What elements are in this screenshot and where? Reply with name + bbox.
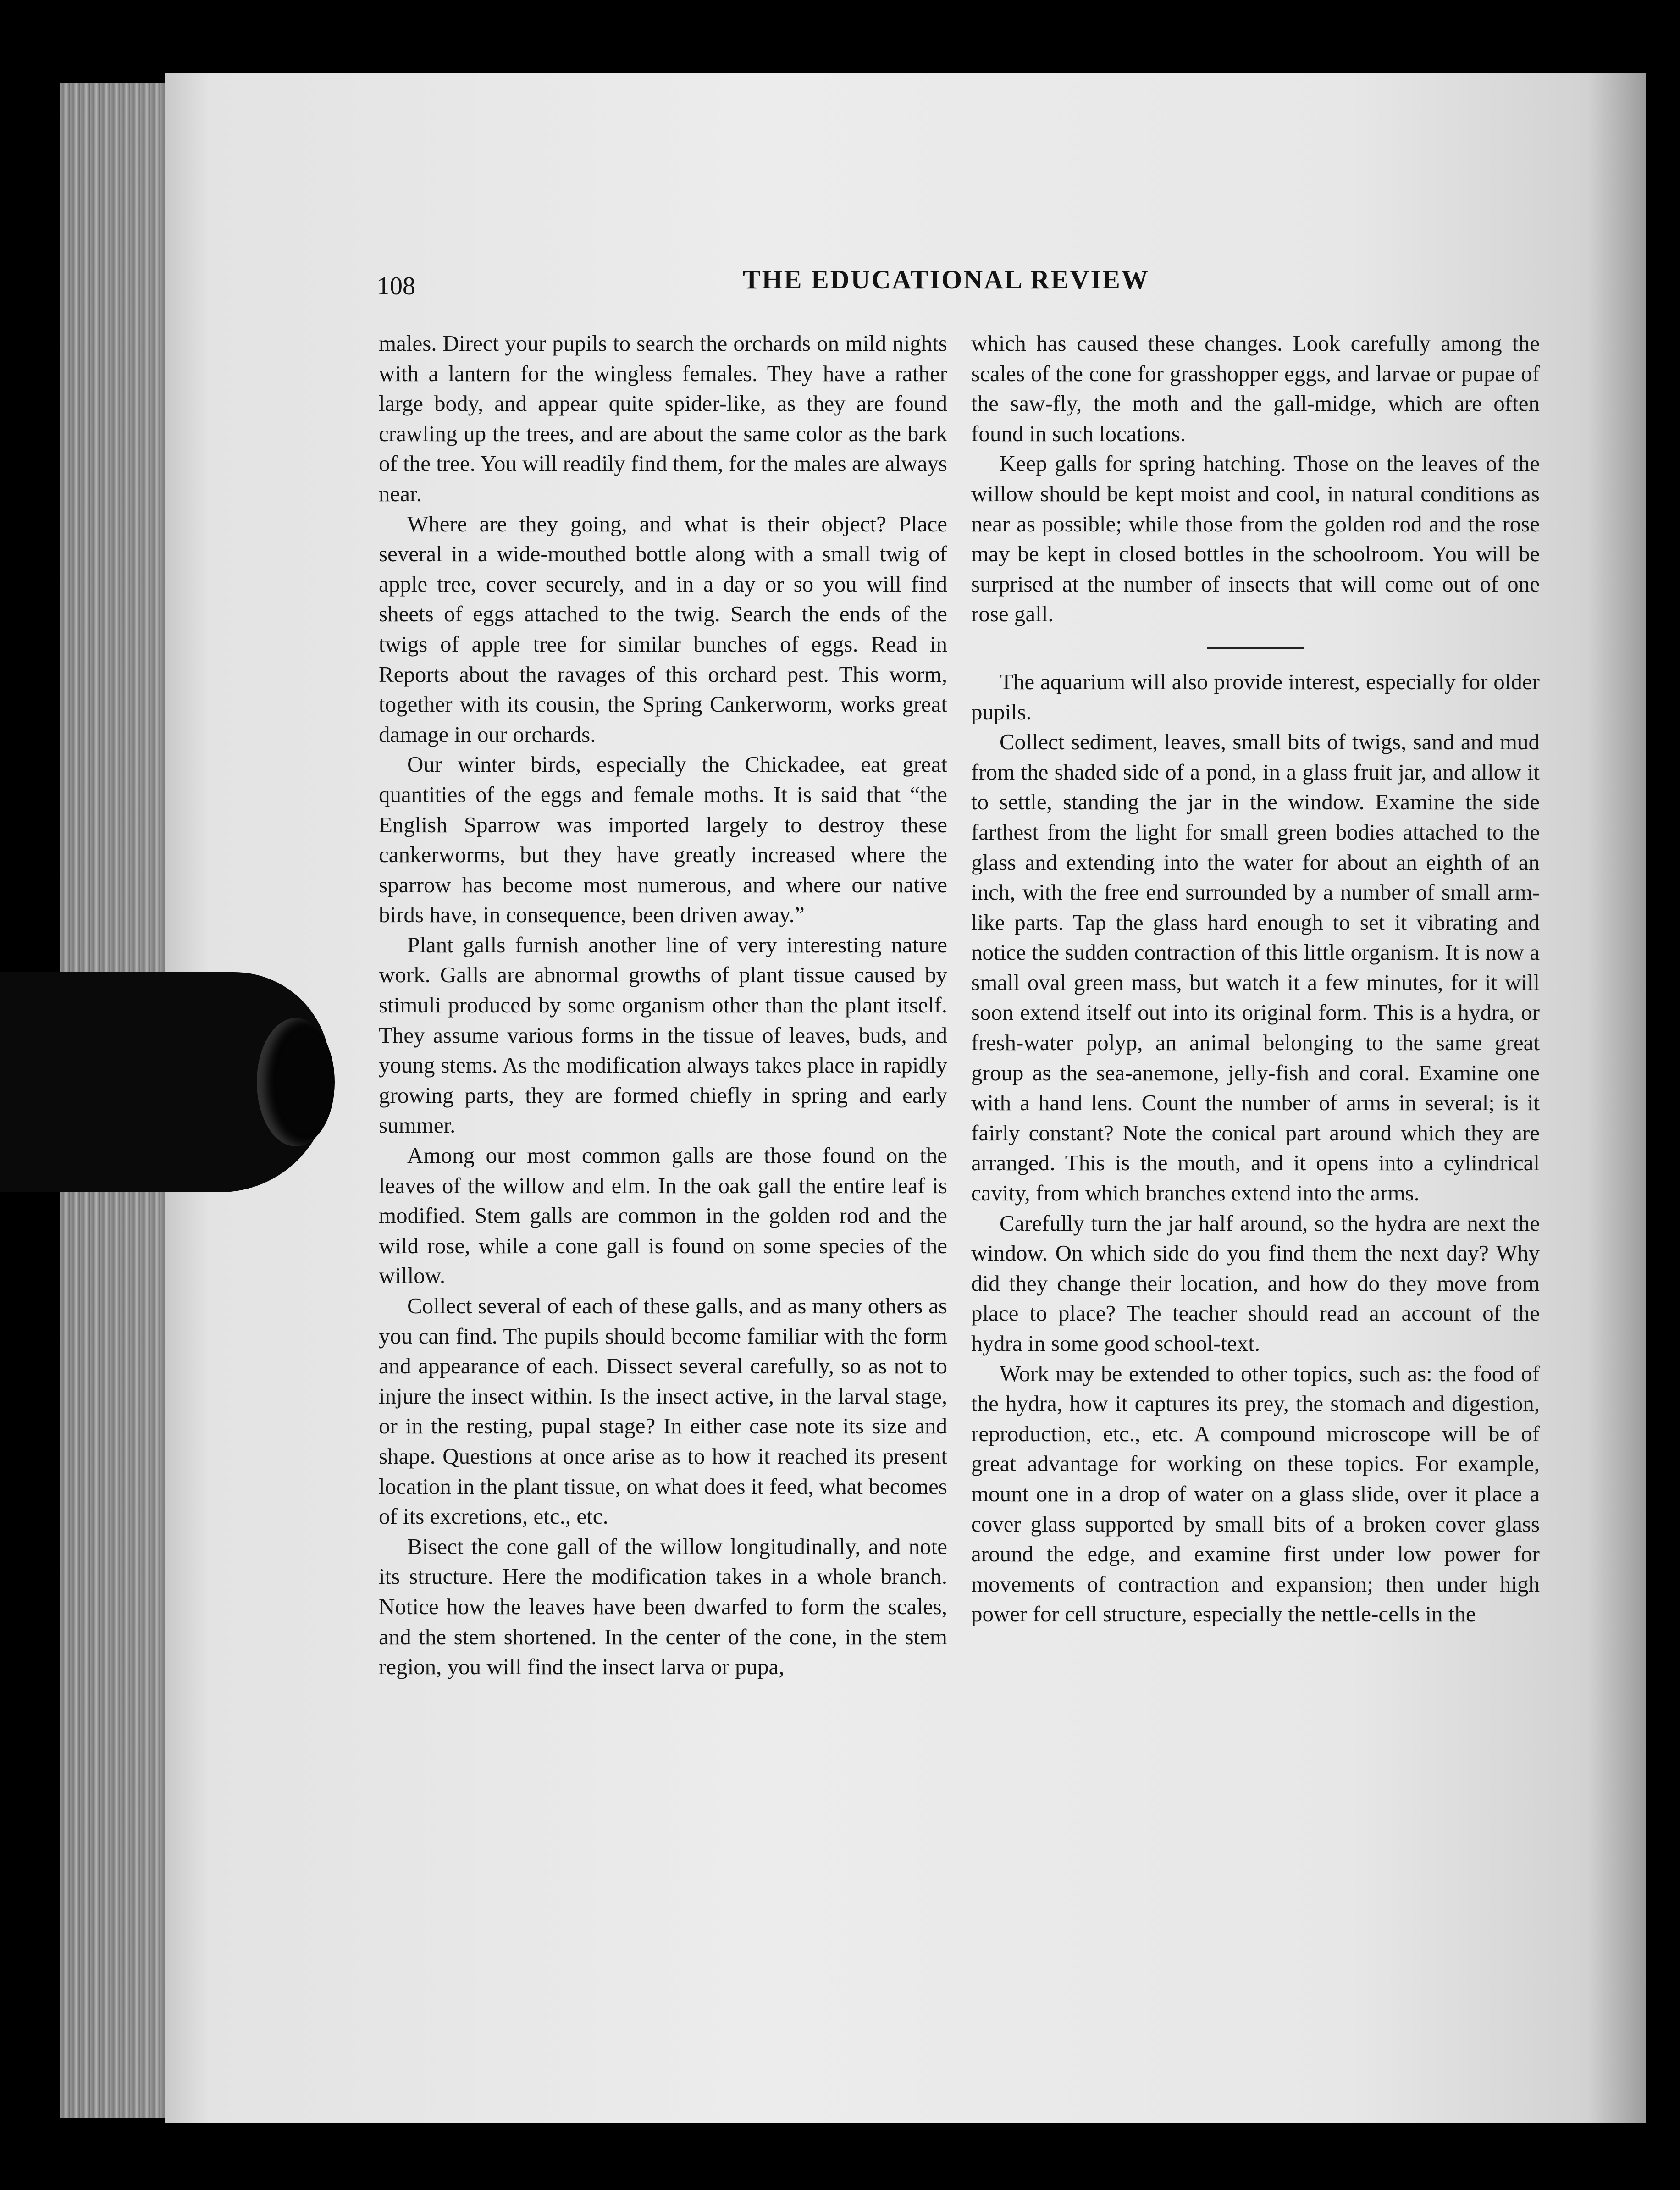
section-divider (1207, 647, 1304, 649)
paragraph: Bisect the cone gall of the willow longitudinally, and note its structure. Here the modification takes in a whole branch. Notice how the leaves have been dwarfed to form the scales, and the stem shortened. In the center of the cone, in the stem region, you will find the insect larva or pupa, (379, 1533, 947, 1680)
paragraph: Our winter birds, especially the Chickadee, eat great quantities of the eggs and female moths. It is said that “the English Sparrow was imported largely to destroy these cankerworms, but they have greatly increased where the sparrow has become most numerous, and where our native birds have, in consequence, been driven away.” (379, 752, 947, 928)
paragraph: Work may be extended to other topics, such as: the food of the hydra, how it captures its prey, the stomach and digestion, reproduction, etc., etc. A compound microscope will be of great advantage for working on these topics. For example, mount one in a drop of water on a glass slide, over it place a cover glass supported by small bits of a broken cover glass around the edge, and examine first under low power for movements of contraction and expansion; then under high power for cell structure, especially the nettle-cells in the (971, 1360, 1540, 1627)
paragraph: Among our most common galls are those found on the leaves of the willow and elm. In the oak gall the entire leaf is modified. Stem galls are common in the golden rod and the wild rose, while a cone gall is found on some species of the willow. (379, 1143, 947, 1289)
paragraph: Collect sediment, leaves, small bits of twigs, sand and mud from the shaded side of a pond, in a glass fruit jar, and allow it to settle, standing the jar in the window. Examine the side farthest from the light for small green bodies attached to the glass and extending into the water for about an eighth of an inch, with the free end surrounded by a number of small arm-like parts. Tap the glass hard enough to set it vibrating and notice the sudden contraction of this little organism. It is now a small oval green mass, but watch it a few minutes, for it will soon extend itself out into its original form. This is a hydra, or fresh-water polyp, an animal belonging to the same great group as the sea-anemone, jelly-fish and coral. Examine one with a hand lens. Count the number of arms in several; is it fairly constant? Note the conical part around which they are arranged. This is the mouth, and it opens into a cylindrical cavity, from which branches extend into the arms. (971, 729, 1540, 1206)
right-column (971, 328, 1540, 1629)
paragraph: Collect several of each of these galls, and as many others as you can find. The pupils should become familiar with the form and appearance of each. Dissect several carefully, so as not to injure the insect within. Is the insect active, in the larval stage, or in the resting, pupal stage? In either case note its size and shape. Questions at once arise as to how it reached its present location in the plant tissue, on what does it feed, what becomes of its excretions, etc., etc. (379, 1293, 947, 1529)
paragraph: males. Direct your pupils to search the orchards on mild nights with a lantern for the wingless females. They have a rather large body, and appear quite spider-like, as they are found crawling up the trees, and are about the same color as the bark of the tree. You will readily find them, for the males are always near. (379, 331, 947, 506)
thumb-tip (257, 1018, 335, 1146)
paragraph: Carefully turn the jar half around, so the hydra are next the window. On which side do you find them the next day? Why did they change their location, and how do they move from place to place? The teacher should read an account of the hydra in some good school-text. (971, 1210, 1540, 1356)
paragraph: Keep galls for spring hatching. Those on the leaves of the willow should be kept moist and cool, in natural conditions as near as possible; while those from the golden rod and the rose may be kept in closed bottles in the schoolroom. You will be surprised at the number of insects that will come out of one rose gall. (971, 451, 1540, 627)
page-number: 108 (377, 272, 415, 300)
running-head: THE EDUCATIONAL REVIEW (743, 265, 1149, 294)
paragraph: Where are they going, and what is their object? Place several in a wide-mouthed bottle along with a small twig of apple tree, cover securely, and in a day or so you will find sheets of eggs attached to the twig. Search the ends of the twigs of apple tree for similar bunches of eggs. Read in Reports about the ravages of this orchard pest. This worm, together with its cousin, the Spring Cankerworm, works great damage in our orchards. (379, 511, 947, 747)
paragraph: The aquarium will also provide interest, especially for older pupils. (971, 669, 1540, 724)
paragraph: Plant galls furnish another line of very interesting nature work. Galls are abnormal growths of plant tissue caused by stimuli produced by some organism other than the plant itself. They assume various forms in the tissue of leaves, buds, and young stems. As the modification always takes place in rapidly growing parts, they are formed chiefly in spring and early summer. (379, 932, 947, 1138)
paragraph: which has caused these changes. Look carefully among the scales of the cone for grasshopper eggs, and larvae or pupae of the saw-fly, the moth and the gall-midge, which are often found in such locations. (971, 331, 1540, 446)
left-column (379, 328, 947, 1682)
